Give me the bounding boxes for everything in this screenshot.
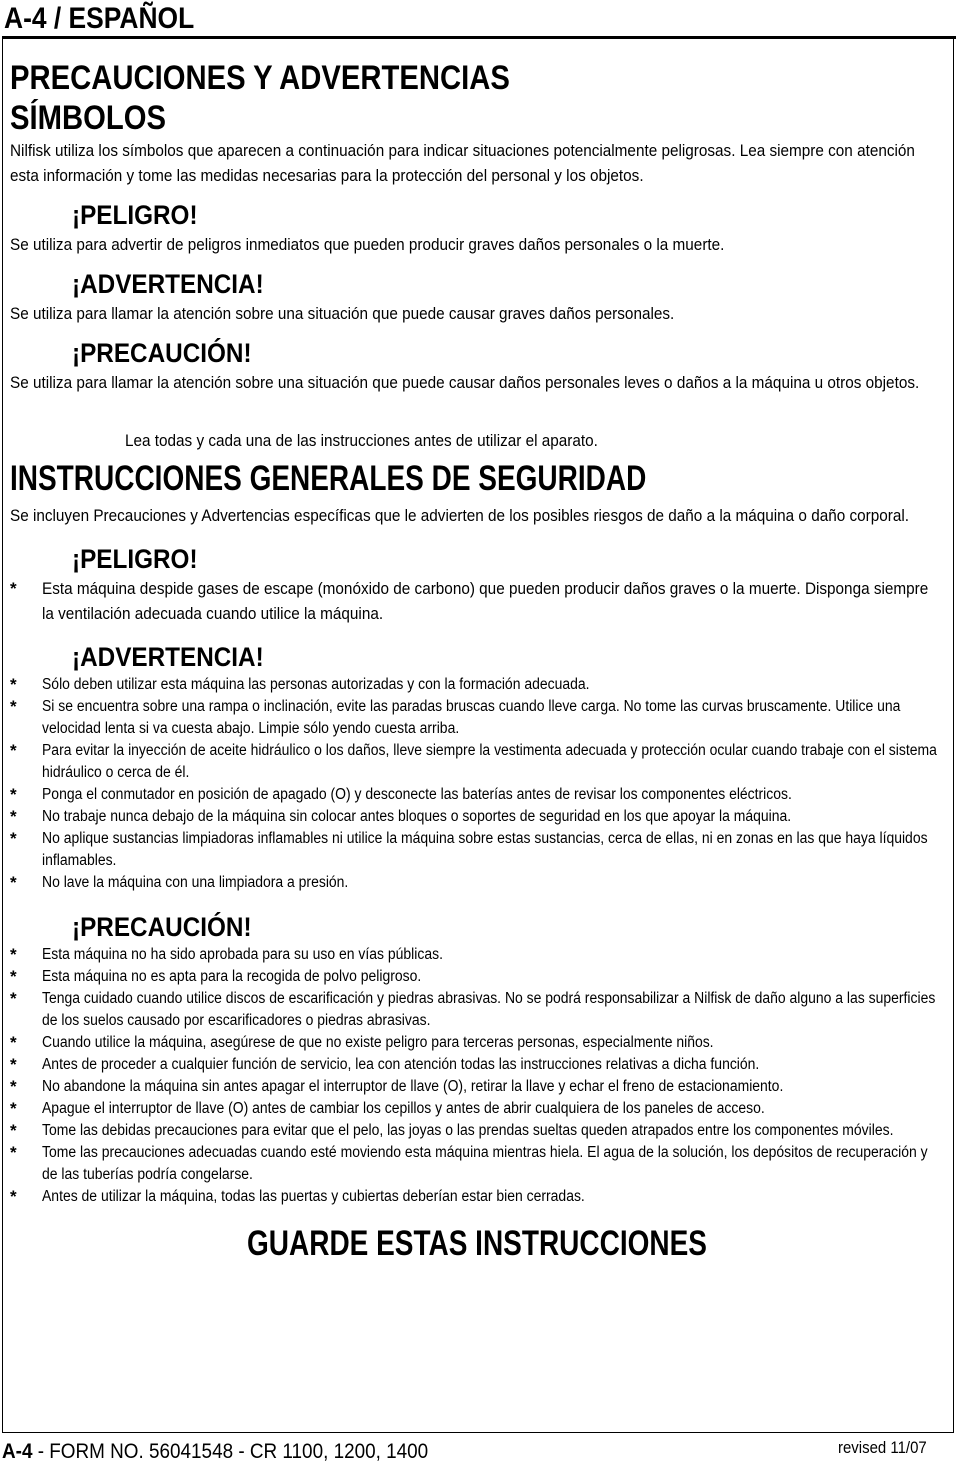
bullet-asterisk: * bbox=[10, 741, 17, 760]
bullet-item bbox=[10, 966, 945, 988]
bullet-asterisk: * bbox=[10, 873, 17, 892]
footer-form bbox=[2, 1440, 428, 1464]
bullet-asterisk: * bbox=[10, 1143, 17, 1162]
bullet-text: Tome las debidas precauciones para evitar que el pelo, las joyas o las prendas sueltas queden atrapados entre los componentes móviles. bbox=[42, 1122, 894, 1139]
bullet-text: No aplique sustancias limpiadoras inflamables ni utilice la máquina sobre estas sustancias, cerca de ellas, ni en zonas en las que haya líquidos inflamables. bbox=[42, 830, 928, 869]
footer-page-number: A-4 bbox=[2, 1440, 33, 1463]
bullet-text: Sólo deben utilizar esta máquina las personas autorizadas y con la formación adecuada. bbox=[42, 676, 590, 693]
bullet-text: No abandone la máquina sin antes apagar el interruptor de llave (O), retirar la llave y echar el freno de estacionamiento. bbox=[42, 1078, 784, 1095]
precaucion-list bbox=[10, 944, 945, 1208]
bullet-item bbox=[10, 784, 945, 806]
bullet-text: Antes de utilizar la máquina, todas las puertas y cubiertas deberían estar bien cerradas. bbox=[42, 1188, 585, 1205]
bullet-asterisk: * bbox=[10, 697, 17, 716]
bullet-item bbox=[10, 696, 945, 740]
bullet-text: Esta máquina despide gases de escape (monóxido de carbono) que pueden producir daños graves o la muerte. Disponga siempre la ventilación adecuada cuando utilice la máquina. bbox=[42, 579, 929, 623]
bullet-item bbox=[10, 806, 945, 828]
peligro-description: Se utiliza para advertir de peligros inmediatos que pueden producir graves daños personales o la muerte. bbox=[10, 235, 725, 254]
bullet-asterisk: * bbox=[10, 807, 17, 826]
bullet-asterisk: * bbox=[10, 675, 17, 694]
bullet-item bbox=[10, 576, 945, 626]
bullet-text: Antes de proceder a cualquier función de servicio, lea con atención todas las instrucciones relativas a dicha función. bbox=[42, 1056, 760, 1073]
bullet-text: Esta máquina no ha sido aprobada para su uso en vías públicas. bbox=[42, 946, 443, 963]
bullet-item bbox=[10, 988, 945, 1032]
bullet-text: Para evitar la inyección de aceite hidráulico o los daños, lleve siempre la vestimenta adecuada y protección ocular cuando trabaje con el sistema hidráulico o cerca de él. bbox=[42, 742, 937, 781]
bullet-asterisk: * bbox=[10, 579, 17, 598]
page-title: A-4 / ESPAÑOL bbox=[4, 2, 195, 35]
bullet-item bbox=[10, 1054, 945, 1076]
advertencia-label: ¡ADVERTENCIA! bbox=[72, 269, 264, 299]
bullet-item bbox=[10, 1142, 945, 1186]
bullet-asterisk: * bbox=[10, 1055, 17, 1074]
footer-form-number: - FORM NO. 56041548 - CR 1100, 1200, 1400 bbox=[32, 1440, 429, 1463]
read-instructions-note: Lea todas y cada una de las instrucciones antes de utilizar el aparato. bbox=[125, 431, 598, 450]
closing-statement: GUARDE ESTAS INSTRUCCIONES bbox=[247, 1224, 707, 1263]
bullet-asterisk: * bbox=[10, 785, 17, 804]
bullet-text: Si se encuentra sobre una rampa o inclinación, evite las paradas bruscas cuando lleve carga. No tome las curvas bruscamente. Utilice una velocidad lenta si va cuesta abajo. Limpie sólo yendo cuesta arriba. bbox=[42, 698, 901, 737]
general-safety-intro: Se incluyen Precauciones y Advertencias específicas que le advierten de los posibles riesgos de daño a la máquina o daño corporal. bbox=[10, 506, 910, 525]
general-peligro-label: ¡PELIGRO! bbox=[72, 544, 198, 574]
precaucion-description: Se utiliza para llamar la atención sobre una situación que puede causar daños personales leves o daños a la máquina u otros objetos. bbox=[10, 373, 920, 392]
general-advertencia-label: ¡ADVERTENCIA! bbox=[72, 642, 264, 672]
bullet-item bbox=[10, 944, 945, 966]
bullet-asterisk: * bbox=[10, 1033, 17, 1052]
bullet-text: No trabaje nunca debajo de la máquina sin colocar antes bloques o soportes de seguridad en los que apoyar la máquina. bbox=[42, 808, 792, 825]
general-safety-title: INSTRUCCIONES GENERALES DE SEGURIDAD bbox=[10, 459, 647, 498]
bullet-item bbox=[10, 674, 945, 696]
footer-revised: revised 11/07 bbox=[838, 1438, 927, 1457]
precaucion-label: ¡PRECAUCIÓN! bbox=[72, 338, 252, 368]
bullet-item bbox=[10, 1076, 945, 1098]
general-precaucion-label: ¡PRECAUCIÓN! bbox=[72, 912, 252, 942]
peligro-label: ¡PELIGRO! bbox=[72, 200, 198, 230]
bullet-asterisk: * bbox=[10, 945, 17, 964]
symbols-title-line2: SÍMBOLOS bbox=[10, 99, 166, 137]
bullet-text: Tenga cuidado cuando utilice discos de escarificación y piedras abrasivas. No se podrá responsabilizar a Nilfisk de daño alguno a las superficies de los suelos causado por escarificadores o piedras abrasivas. bbox=[42, 990, 936, 1029]
symbols-section bbox=[10, 58, 945, 453]
main-content bbox=[10, 58, 945, 1266]
bullet-item bbox=[10, 740, 945, 784]
bullet-item bbox=[10, 1186, 945, 1208]
bullet-text: Cuando utilice la máquina, asegúrese de que no existe peligro para terceras personas, especialmente niños. bbox=[42, 1034, 714, 1051]
bullet-text: Apague el interruptor de llave (O) antes de cambiar los cepillos y antes de abrir cualquiera de los paneles de acceso. bbox=[42, 1100, 765, 1117]
bullet-text: Esta máquina no es apta para la recogida de polvo peligroso. bbox=[42, 968, 422, 985]
bullet-item bbox=[10, 1032, 945, 1054]
bullet-asterisk: * bbox=[10, 829, 17, 848]
symbols-intro: Nilfisk utiliza los símbolos que aparecen a continuación para indicar situaciones potencialmente peligrosas. Lea siempre con atención esta información y tome las medidas necesarias para la protección del personal y los objetos. bbox=[10, 141, 915, 185]
bullet-text: Tome las precauciones adecuadas cuando esté moviendo esta máquina mientras hiela. El agua de la solución, los depósitos de recuperación y de las tuberías podría congelarse. bbox=[42, 1144, 928, 1183]
bullet-asterisk: * bbox=[10, 1077, 17, 1096]
bullet-item bbox=[10, 1120, 945, 1142]
bullet-text: Ponga el conmutador en posición de apagado (O) y desconecte las baterías antes de revisar los componentes eléctricos. bbox=[42, 786, 792, 803]
bullet-asterisk: * bbox=[10, 1121, 17, 1140]
peligro-list bbox=[10, 576, 945, 626]
general-safety-section bbox=[10, 459, 945, 1266]
bullet-asterisk: * bbox=[10, 1187, 17, 1206]
bullet-text: No lave la máquina con una limpiadora a presión. bbox=[42, 874, 349, 891]
advertencia-description: Se utiliza para llamar la atención sobre una situación que puede causar graves daños personales. bbox=[10, 304, 675, 323]
symbols-title-line1: PRECAUCIONES Y ADVERTENCIAS bbox=[10, 59, 510, 97]
bullet-item bbox=[10, 828, 945, 872]
bullet-asterisk: * bbox=[10, 989, 17, 1008]
advertencia-list bbox=[10, 674, 945, 894]
bullet-item bbox=[10, 1098, 945, 1120]
bullet-item bbox=[10, 872, 945, 894]
bullet-asterisk: * bbox=[10, 1099, 17, 1118]
bullet-asterisk: * bbox=[10, 967, 17, 986]
page-header bbox=[0, 0, 960, 40]
